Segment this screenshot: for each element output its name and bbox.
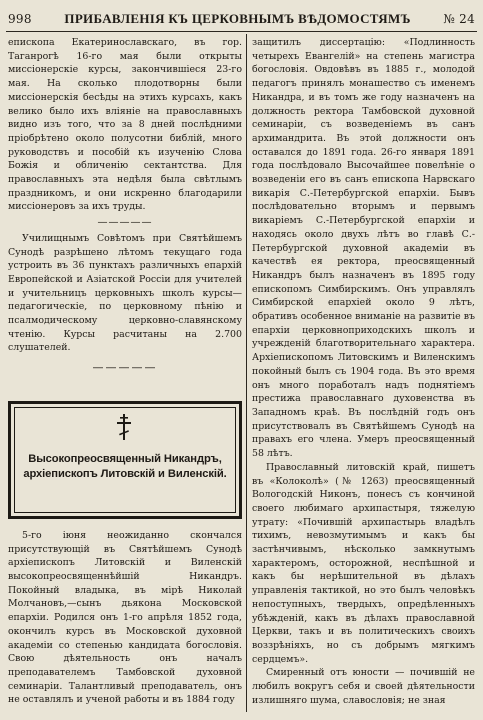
obituary-heading-line: архіепископъ Литовскій и Виленскій. bbox=[23, 467, 227, 480]
paragraph: епископа Екатеринославскаго, въ гор. Таганрогѣ 16-го мая были открыты миссіонерскіе курсы, закончившіеся 23-го мая. На сколько плодотворны были миссіонерскія бесѣды на этихъ курсахъ, какъ велико было ихъ вліяніе на православныхъ видно изъ того, что за 8 дней послѣдними пріобрѣтено около полусотни библій, много руководствъ и пособій къ изученію Слова Божія и обличенію сектантства. Для православныхъ эта недѣля была свѣтлымъ праздникомъ, и они искренно благодарили миссіонеровъ за ихъ труды. bbox=[8, 37, 242, 213]
page-number: 998 bbox=[8, 12, 32, 26]
orthodox-cross-icon bbox=[115, 414, 133, 440]
right-column bbox=[252, 36, 475, 707]
paragraph: 5-го іюня неожиданно скончался присутствующій въ Святѣйшемъ Сунодѣ архіепископъ Литовскій и Виленскій высокопреосвященнѣйшій Никандръ. Покойный владыка, въ мірѣ Николай Молчановъ,—сынъ дьякона Московской епархіи. Родился онъ 1-го апрѣля 1852 года, окончилъ курсъ въ Московской духовной академіи со степенью кандидата богословія. Свою дѣятельность онъ началъ преподавателемъ Тамбовской духовной семинаріи. Талантливый преподаватель, онъ не оставлялъ и ученой работы и въ 1884 году bbox=[8, 529, 242, 706]
paragraph: Православный литовскій край, пишетъ въ «Колоколѣ» (№ 1263) преосвященный Вологодскій Никонъ, понесъ съ кончиной своего любимаго архипастыря, тяжелую утрату: «Почившій архипастырь владѣлъ тихимъ, невозмутимымъ и какъ бы застѣнчивымъ, нѣсколько замкнутымъ характеромъ, осторожной, неспѣшной и какъ бы нерѣшительной въ дѣлахъ управленія тактикой, но это былъ человѣкъ непоступныхъ, твердыхъ, опредѣленныхъ убѣжденій, какъ въ дѣлахъ православной Церкви, такъ и въ политическихъ своихъ воззрѣніяхъ, но съ добрымъ мягкимъ сердцемъ». bbox=[252, 461, 475, 665]
obituary-heading-line: Высокопреосвященный Никандръ, bbox=[28, 452, 222, 465]
obituary-frame bbox=[8, 401, 242, 519]
section-ornament: ————— bbox=[97, 217, 153, 229]
column-divider bbox=[246, 34, 247, 712]
issue-number: № 24 bbox=[443, 12, 475, 26]
page-header bbox=[8, 8, 475, 30]
paragraph: Смиренный отъ юности — почившій не любилъ вокругъ себя и своей дѣятельности излишняго шума, славословія; не зная bbox=[252, 667, 475, 706]
paragraph: защитилъ диссертацію: «Подлинность четырехъ Евангелій» на степень магистра богословія. Овдовѣвъ въ 1885 г., молодой педагогъ принялъ монашество съ именемъ Никандра, и въ томъ же году назначенъ на должность ректора Тамбовской духовной семинаріи, съ возведеніемъ въ санъ архимандрита. Въ этой должности онъ оставался до 1891 года. 26-го января 1891 года послѣдовало Высочайшее повелѣніе о возведеніи его въ санъ епископа Нарвскаго викарія С.-Петербургской епархіи. Бывъ послѣдовательно вторымъ и первымъ викаріемъ С.-Петербургской епархіи и находясь около двухъ лѣтъ во главѣ С.-Петербургской духовной академіи въ качествѣ ея ректора, преосвященный Никандръ былъ назначенъ въ 1895 году епископомъ Симбирскимъ. Онъ управлялъ Симбирской епархіей около 9 лѣтъ, обративъ особенное вниманіе на развитіе въ епархіи церковноприходскихъ школъ и учрежденій благотворительнаго характера. Архіепископомъ Литовскимъ и Виленскимъ покойный былъ съ 1904 года. Въ это время онъ много поработалъ надъ поднятіемъ престижа православнаго духовенства въ Западномъ краѣ. Въ послѣдній годъ онъ присутствовалъ въ Святѣйшемъ Сунодѣ на правахъ его члена. Умеръ преосвященный 58 лѣтъ. bbox=[252, 37, 475, 460]
left-column bbox=[8, 36, 242, 707]
paragraph: Училищнымъ Совѣтомъ при Святѣйшемъ Сунодѣ разрѣшено лѣтомъ текущаго года устроить въ 36 пунктахъ различныхъ епархій Европейской и Азіатской Россіи для учителей и учительницъ церковныхъ школъ курсы—педагогическіе, по церковному пѣнію и псалмодическому церковно-славянскому чтенію. Курсы расчитаны на 2.700 слушателей. bbox=[8, 232, 242, 354]
header-rule bbox=[6, 31, 477, 32]
journal-title: ПРИБАВЛЕНІЯ КЪ ЦЕРКОВНЫМЪ ВѢДОМОСТЯМЪ bbox=[64, 11, 411, 26]
section-ornament: ————— bbox=[92, 361, 158, 375]
obituary-heading bbox=[11, 452, 239, 482]
